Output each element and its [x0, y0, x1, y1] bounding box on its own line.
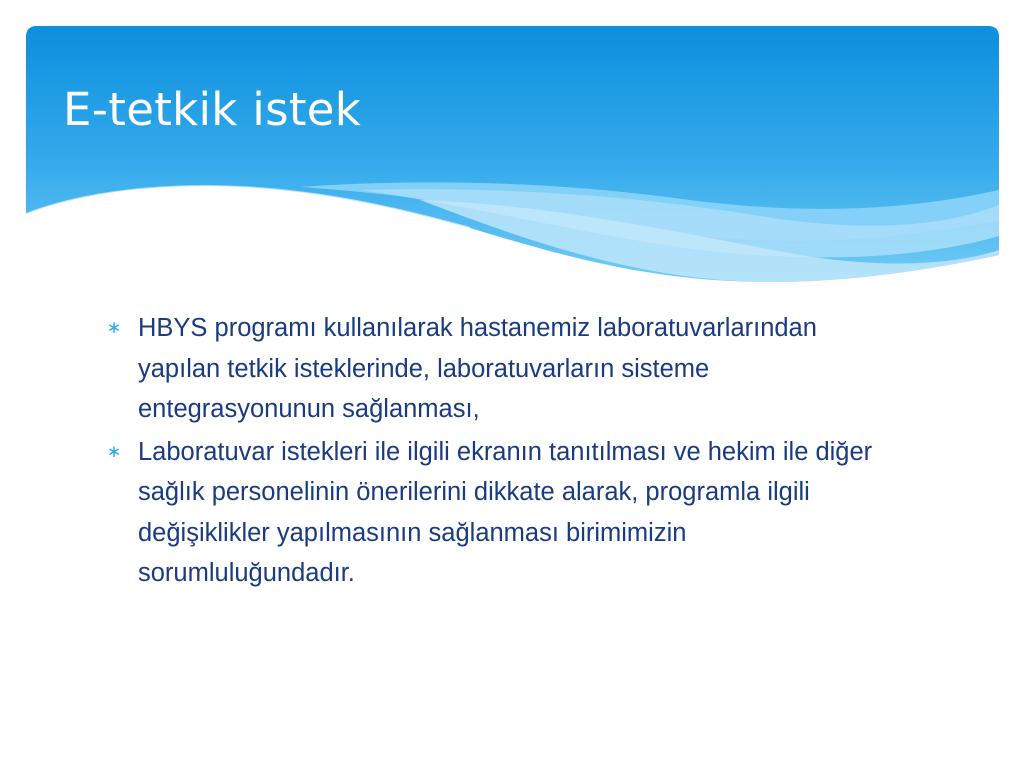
- banner-wave-graphic: [0, 0, 1024, 300]
- asterisk-bullet-icon: ∗: [106, 441, 122, 462]
- slide-title: E-tetkik istek: [63, 83, 362, 136]
- bullet-item: [104, 432, 904, 594]
- asterisk-bullet-icon: ∗: [106, 318, 122, 338]
- bullet-list: [104, 308, 904, 596]
- bullet-item: [104, 308, 904, 430]
- bullet-text: HBYS programı kullanılarak hastanemiz laboratuvarlarından yapılan tetkik isteklerinde, laboratuvarların sisteme entegrasyonunun sağlanması,: [138, 314, 817, 423]
- bullet-text: Laboratuvar istekleri ile ilgili ekranın tanıtılması ve hekim ile diğer sağlık personelinin önerilerini dikkate alarak, programla ilgili değişiklikler yapılmasının sağlanması birimimizin sorumluluğundadır.: [138, 437, 873, 587]
- header-banner: [0, 0, 1024, 300]
